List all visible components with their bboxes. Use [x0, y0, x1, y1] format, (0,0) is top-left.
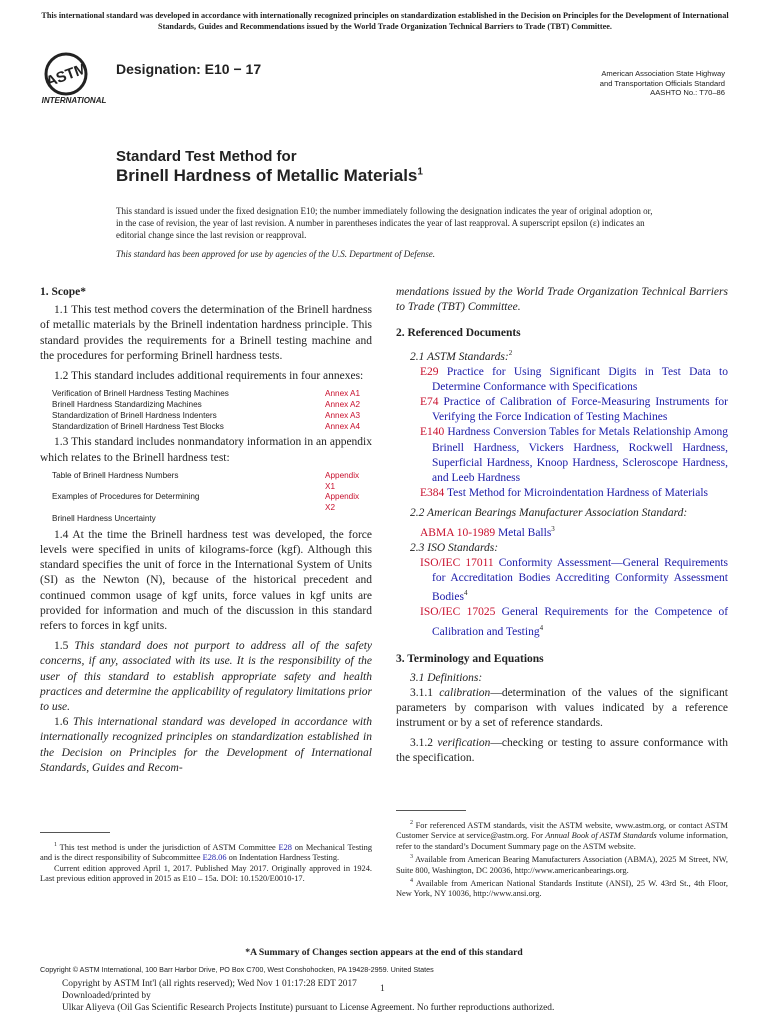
- ref-item: [408, 486, 728, 501]
- ref-code-link[interactable]: ISO/IEC 17025: [420, 606, 496, 619]
- footnotes-left: [40, 840, 372, 885]
- top-note: This international standard was developed in accordance with internationally recognized principles on standardization established in the Decision on Principles for the Development of International Standards, Guides and Recommendations issued by the World Trade Organization Technical Barriers to Trade (TBT) Committee.: [41, 11, 729, 31]
- ref-item: [408, 425, 728, 486]
- aashto-line1: American Association State Highway: [601, 69, 725, 78]
- footnote-mark: 2: [508, 348, 513, 357]
- definition: —determination of the values of the significant parameters by comparison with values indicated by a reference instrument or by a set of reference standards.: [396, 686, 728, 730]
- para-1-2: 1.2 This standard includes additional requirements in four annexes:: [54, 370, 364, 383]
- ref-item: [408, 365, 728, 395]
- title-footnote-mark: 1: [417, 166, 423, 178]
- ref-code-link[interactable]: ABMA 10-1989: [420, 526, 496, 539]
- ref-title-link[interactable]: Conformity Assessment—General Requirements for Accreditation Bodies Accrediting Conformity Assessment Bodies: [432, 556, 728, 604]
- footnote-text: on Mechanical Testing and is the direct responsibility of Subcommittee: [40, 842, 373, 863]
- annex-row: [52, 389, 370, 400]
- annex-row: [52, 422, 370, 433]
- appendix-label: Examples of Procedures for Determining: [52, 492, 200, 502]
- iso-label: 2.3 ISO Standards:: [410, 541, 499, 554]
- para-1-4: 1.4 At the time the Brinell hardness test was developed, the force levels were specified in units of kilograms-force (kgf). Although this standard specifies the unit of force in the International System of Units (SI) as the Newton (N), because of the historical precedent and continued common usage of kgf units, force values in kgf units are provided for information and much of the discussion in this standard refers to forces in kgf units.: [40, 528, 372, 633]
- footnote-text: This test method is under the jurisdiction of ASTM Committee: [59, 842, 276, 852]
- footnote-number: 2: [410, 820, 413, 826]
- copyright: Copyright © ASTM International, 100 Barr Harbor Drive, PO Box C700, West Conshohocken, PA 19428-2959. United States: [40, 965, 434, 974]
- annex-row: [52, 400, 370, 411]
- annex-label: Verification of Brinell Hardness Testing Machines: [52, 389, 229, 399]
- appendix-link: [325, 514, 370, 525]
- footnote-number: 4: [410, 878, 413, 885]
- appendix-row: [52, 514, 370, 525]
- issued-note: This standard is issued under the fixed designation E10; the number immediately following the designation indicates the year of original adoption or, in the case of revision, the year of last revision. A number in parentheses indicates the year of last reapproval. A superscript epsilon (ε) indicates an editorial change since the last revision or reapproval.: [116, 206, 653, 240]
- title-text: Brinell Hardness of Metallic Materials: [116, 166, 418, 185]
- appendix-link[interactable]: Appendix X2: [325, 492, 360, 513]
- footnote-mark: 3: [551, 524, 555, 533]
- para-text: This international standard was developed in accordance with internationally recognized principles on standardization established in the Decision on Principles for the Development of International Standards, Guides and Recom-: [40, 716, 373, 774]
- para-1-5: [40, 639, 372, 715]
- title-line2: [116, 166, 423, 186]
- footnote-3: [396, 852, 728, 876]
- ref-code-link[interactable]: E384: [420, 487, 445, 500]
- para-3-1-1: [396, 686, 728, 732]
- footnote-text: volume information, refer to the standard’s Document Summary page on the ASTM website.: [396, 831, 728, 851]
- footnote-2: [396, 818, 728, 852]
- ref-code-link[interactable]: E74: [420, 396, 439, 409]
- left-column: [40, 285, 372, 776]
- page-number: 1: [380, 984, 385, 994]
- ref-item: [408, 605, 728, 639]
- appendix-label: Brinell Hardness Uncertainty: [52, 514, 156, 523]
- refdocs-heading: 2. Referenced Documents: [396, 327, 521, 340]
- appendix-table: [52, 471, 370, 525]
- annex-label: Standardization of Brinell Hardness Indenters: [52, 410, 217, 420]
- appendix-link[interactable]: Appendix X1: [325, 470, 360, 491]
- para-number: 1.5: [54, 640, 69, 653]
- para-3-1: 3.1 Definitions:: [410, 671, 483, 684]
- footnote-1-edition: Current edition approved April 1, 2017. Published May 2017. Originally approved in 1924. Last previous edition approved in 2015 as E10 – 15a. DOI: 10.1520/E0010-17.: [40, 863, 372, 884]
- abma-label: 2.2 American Bearings Manufacturer Association Standard:: [410, 507, 688, 520]
- footnote-rule: [396, 810, 466, 811]
- label-text: 2.1 ASTM Standards:: [410, 350, 509, 363]
- ref-item: [408, 556, 728, 605]
- annex-link[interactable]: Annex A4: [325, 421, 361, 431]
- footnote-text: on Indentation Hardness Testing.: [228, 853, 340, 863]
- ref-title-link[interactable]: General Requirements for the Competence of Calibration and Testing: [432, 606, 729, 638]
- appendix-row: [52, 492, 370, 514]
- download-line2: Downloaded/printed by: [62, 991, 151, 1002]
- footnote-mark: 4: [463, 589, 468, 598]
- appendix-label: Table of Brinell Hardness Numbers: [52, 470, 179, 480]
- footnote-4: [396, 876, 728, 900]
- footnote-number: 3: [410, 854, 413, 861]
- annex-label: Brinell Hardness Standardizing Machines: [52, 400, 202, 410]
- summary-note: *A Summary of Changes section appears at the end of this standard: [245, 947, 523, 958]
- approved-note: This standard has been approved for use by agencies of the U.S. Department of Defense.: [116, 249, 436, 259]
- annex-row: [52, 411, 370, 422]
- aashto-line2: and Transportation Officials Standard: [599, 78, 725, 88]
- para-text: This standard does not purport to address all of the safety concerns, if any, associated with its use. It is the responsibility of the user of this standard to establish appropriate safety and health practices and determine the applicability of regulatory limitations prior to use.: [40, 640, 372, 714]
- para-1-1: 1.1 This test method covers the determination of the Brinell hardness of metallic materials by the Brinell indentation hardness principle. This standard provides the requirements for a Brinell testing machine and the procedures for performing Brinell hardness tests.: [40, 304, 372, 362]
- footnote-1: [40, 840, 372, 864]
- para-1-6-continued: mendations issued by the World Trade Organization Technical Barriers to Trade (TBT) Committee.: [396, 286, 728, 314]
- para-1-3: 1.3 This standard includes nonmandatory information in an appendix which relates to the Brinell hardness test:: [40, 436, 372, 464]
- annex-link[interactable]: Annex A3: [325, 410, 361, 420]
- para-number: 1.6: [54, 716, 69, 729]
- ref-title-link[interactable]: Hardness Conversion Tables for Metals Relationship Among Brinell Hardness, Vickers Hardness, Rockwell Hardness, Superficial Hardness, Knoop Hardness, Scleroscope Hardness, and Leeb Hardness: [432, 426, 728, 485]
- astm-logo: [38, 50, 112, 106]
- footnote-mark: 4: [539, 623, 544, 632]
- ref-code-link[interactable]: E29: [420, 365, 439, 378]
- annex-link[interactable]: Annex A2: [325, 400, 361, 410]
- para-number: 3.1.2: [410, 736, 433, 749]
- annex-link[interactable]: Annex A1: [325, 389, 361, 399]
- ref-code-link[interactable]: E140: [420, 426, 445, 439]
- committee-link[interactable]: E28: [278, 842, 292, 852]
- footnote-text: Annual Book of ASTM Standards: [545, 831, 657, 841]
- footnote-text: Available from American National Standards Institute (ANSI), 25 W. 43rd St., 4th Floor, New York, NY 10036, http://www.ansi.org.: [396, 878, 728, 899]
- aashto-block: [475, 69, 725, 98]
- para-3-1-2: [396, 736, 728, 766]
- footnotes-right: [396, 818, 728, 900]
- logo-subtext: INTERNATIONAL: [41, 96, 107, 105]
- terminology-heading: 3. Terminology and Equations: [396, 652, 544, 665]
- footnote-number: 1: [54, 842, 57, 848]
- logo-text: ASTM: [43, 60, 90, 91]
- astm-standards-label: [396, 346, 728, 365]
- aashto-line3: AASHTO No.: T70–86: [650, 88, 725, 98]
- annex-label: Standardization of Brinell Hardness Test Blocks: [52, 421, 224, 431]
- annex-table: [52, 389, 370, 432]
- ref-title-link[interactable]: Practice of Calibration of Force-Measuring Instruments for Verifying the Force Indication of Testing Machines: [432, 396, 728, 424]
- para-number: 3.1.1: [410, 686, 433, 699]
- download-line1: Copyright by ASTM Int'l (all rights reserved); Wed Nov 1 01:17:28 EDT 2017: [62, 979, 357, 989]
- footnote-rule: [40, 832, 110, 833]
- appendix-row: [52, 471, 370, 493]
- title-line1: Standard Test Method for: [116, 148, 297, 165]
- ref-item: [408, 522, 728, 541]
- ref-title-link[interactable]: Practice for Using Significant Digits in Test Data to Determine Conformance with Specifications: [432, 365, 729, 393]
- ref-item: [408, 395, 728, 425]
- download-stamp: [62, 978, 722, 1015]
- term: calibration: [439, 686, 491, 699]
- scope-heading: 1. Scope*: [40, 286, 86, 298]
- subcommittee-link[interactable]: E28.06: [202, 853, 227, 863]
- term: verification: [437, 736, 491, 749]
- footnote-text: Available from American Bearing Manufacturers Association (ABMA), 2025 M Street, NW, Suite 800, Washington, DC 20036, http://www.americanbearings.org.: [396, 855, 728, 875]
- designation: Designation: E10 − 17: [116, 61, 262, 77]
- ref-code-link[interactable]: ISO/IEC 17011: [420, 556, 494, 569]
- footnote-text: For referenced ASTM standards, visit the ASTM website, www.astm.org, or contact ASTM Customer Service at service@astm.org. For: [396, 820, 728, 841]
- para-1-6: [40, 715, 372, 776]
- ref-title-link[interactable]: Test Method for Microindentation Hardness of Materials: [446, 487, 709, 500]
- download-line3: Ulkar Aliyeva (Oil Gas Scientific Research Projects Institute) pursuant to License Agreement. No further reproductions authorized.: [62, 1003, 555, 1014]
- right-column: [396, 285, 728, 766]
- definition: —checking or testing to assure conformance with the specification.: [396, 736, 729, 764]
- ref-title-link[interactable]: Metal Balls: [497, 526, 552, 539]
